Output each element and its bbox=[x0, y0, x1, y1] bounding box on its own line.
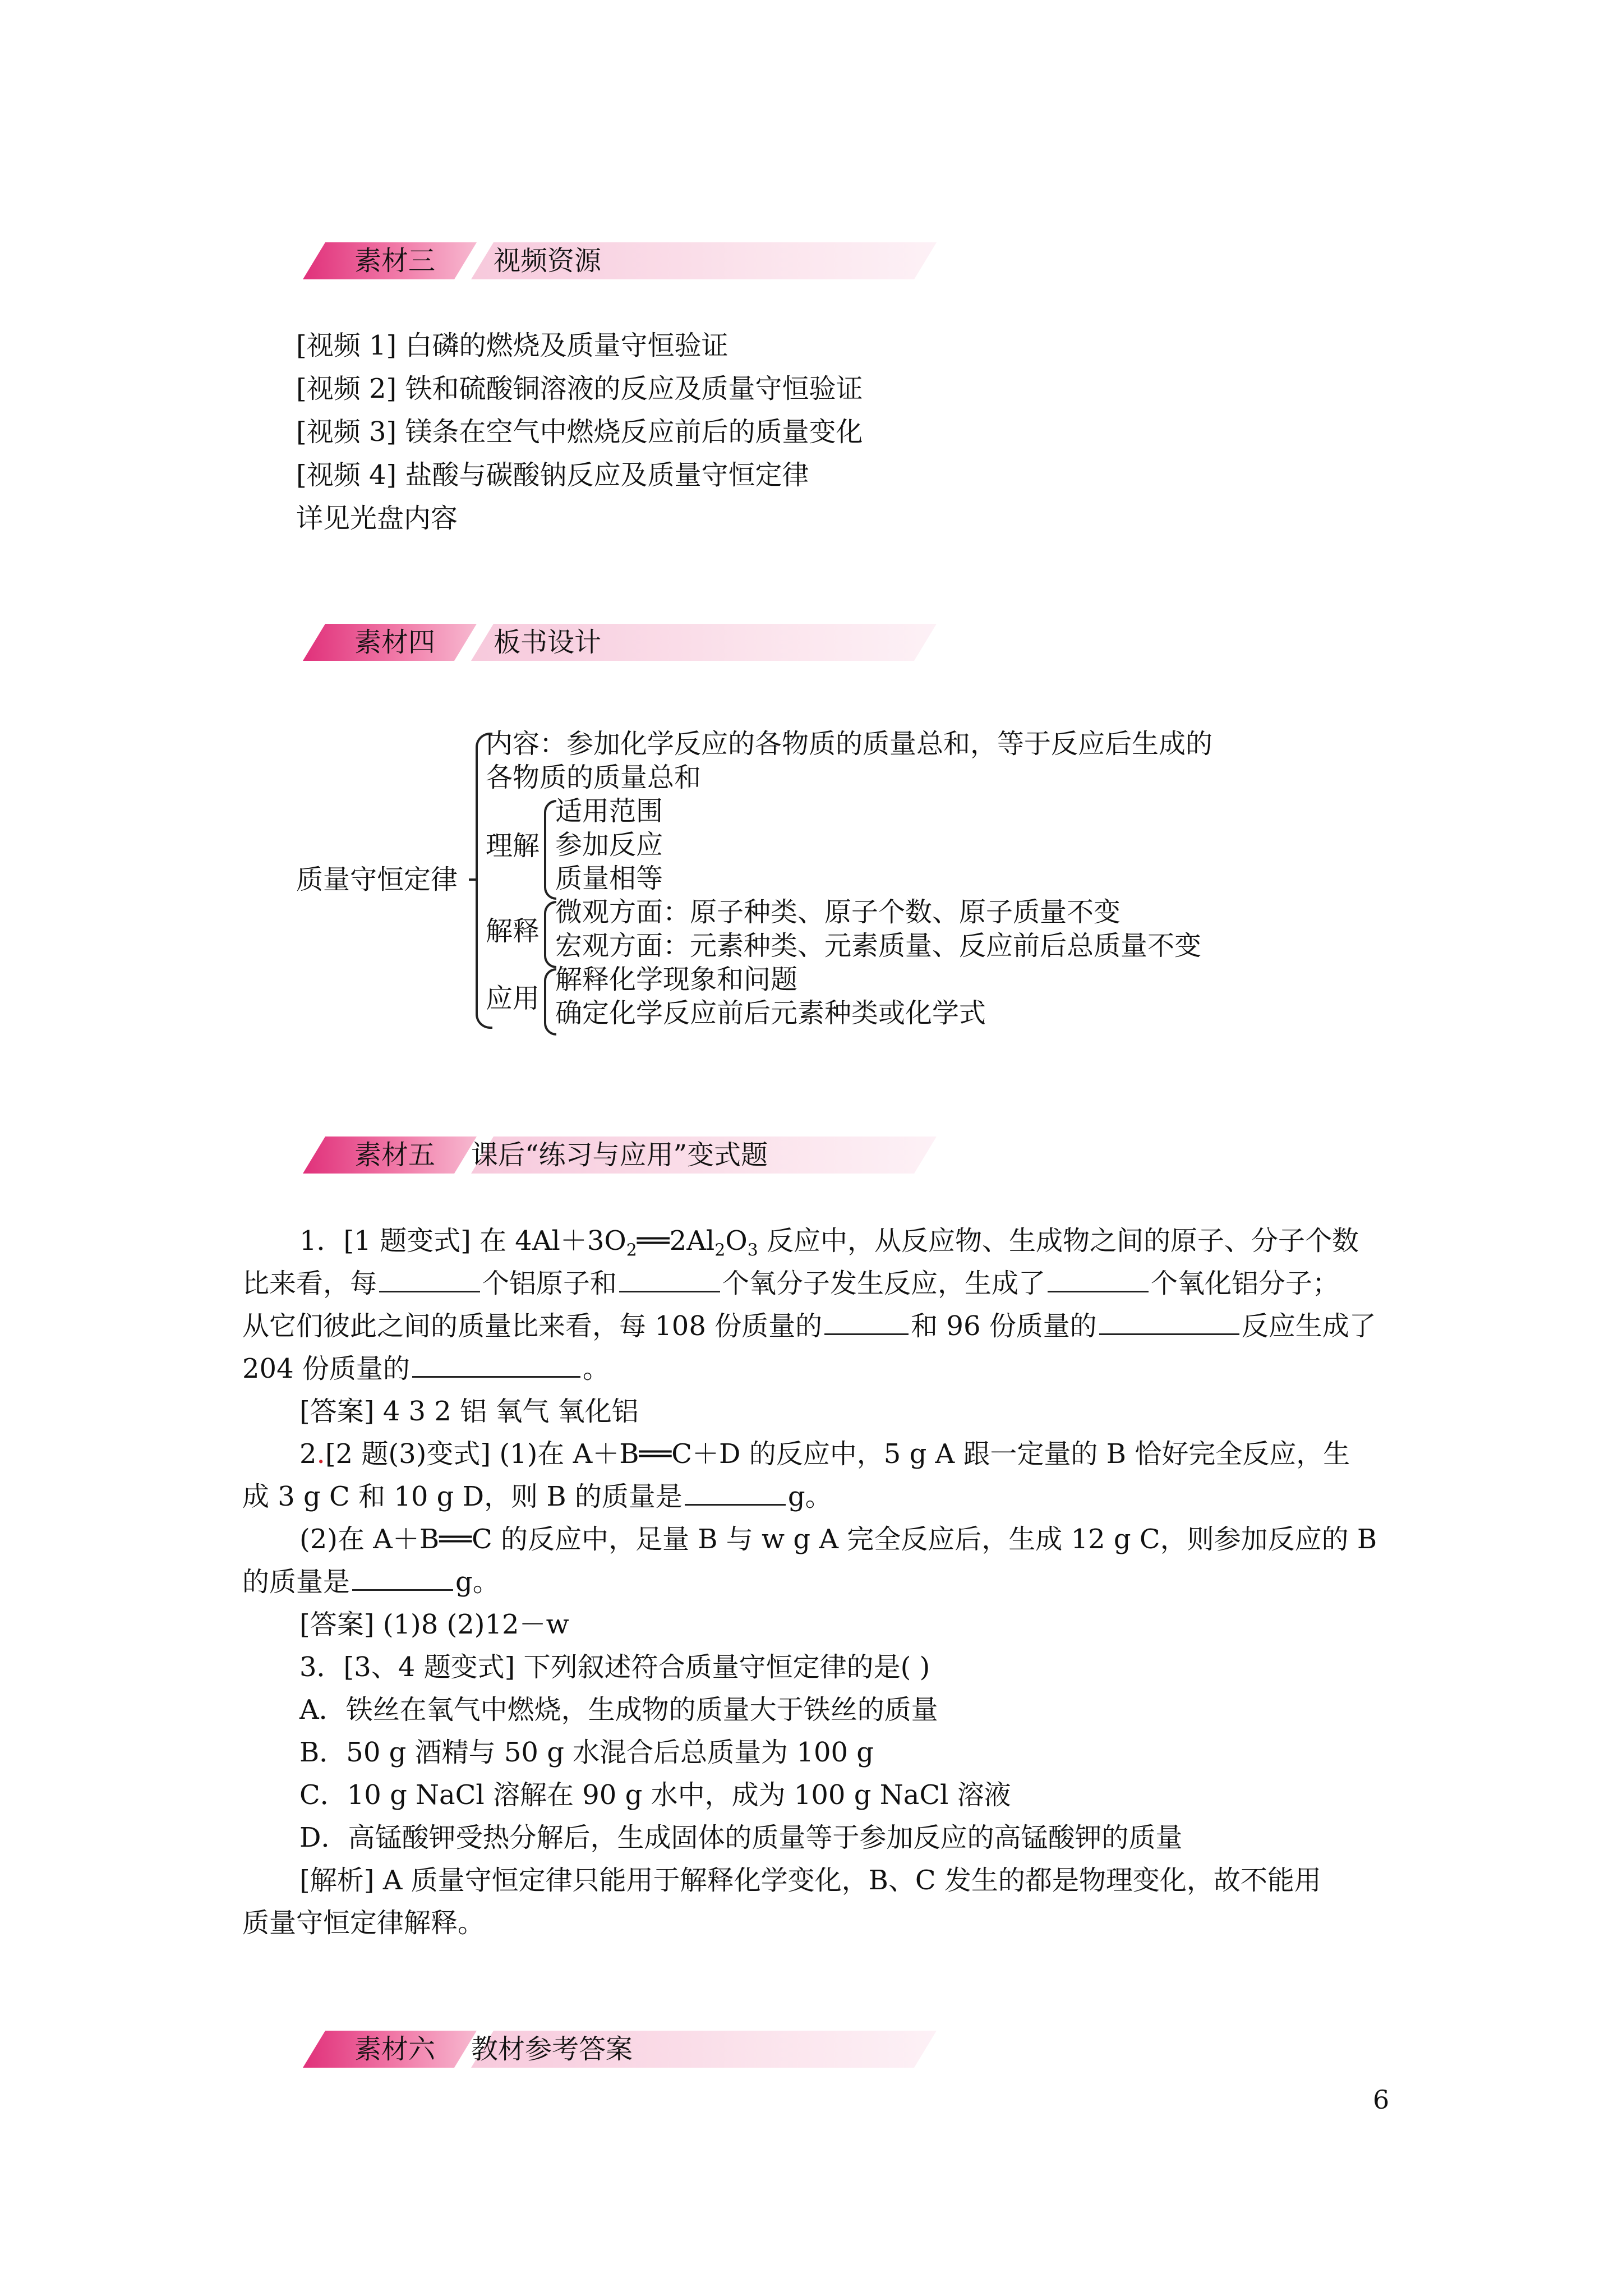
video-line-4: [视频 4] 盐酸与碳酸钠反应及质量守恒定律 bbox=[296, 459, 809, 491]
q1-sub-3: 3 bbox=[747, 1240, 758, 1260]
q1-answer: [答案] 4 3 2 铝 氧气 氧化铝 bbox=[299, 1396, 639, 1427]
q3-stem: 3．[3、4 题变式] 下列叙述符合质量守恒定律的是( ) bbox=[299, 1651, 930, 1683]
section4-tag: 素材四 bbox=[354, 627, 436, 658]
understand-item-3: 质量相等 bbox=[555, 863, 663, 894]
big-brace-notch bbox=[469, 878, 477, 881]
explain-label: 解释 bbox=[486, 915, 540, 947]
q1-blank-1[interactable] bbox=[379, 1268, 480, 1292]
section5-tag: 素材五 bbox=[354, 1139, 436, 1171]
content-line-2: 各物质的质量总和 bbox=[486, 762, 702, 793]
q2-blank-1[interactable] bbox=[685, 1481, 786, 1506]
q1-line-2-part-d: 个氧化铝分子； bbox=[1151, 1268, 1340, 1299]
understand-item-1: 适用范围 bbox=[555, 795, 663, 827]
q3-option-d: D．高锰酸钾受热分解后，生成固体的质量等于参加反应的高锰酸钾的质量 bbox=[299, 1822, 1183, 1853]
q1-blank-4[interactable] bbox=[824, 1311, 909, 1335]
apply-item-1: 解释化学现象和问题 bbox=[555, 964, 798, 995]
apply-label: 应用 bbox=[486, 983, 540, 1014]
q2-line-2-part-a: 成 3 g C 和 10 g D，则 B 的质量是 bbox=[242, 1481, 683, 1512]
q1-sub-2: 2 bbox=[714, 1240, 726, 1260]
page-number: 6 bbox=[1373, 2085, 1390, 2115]
q1-line-4-part-a: 204 份质量的 bbox=[242, 1353, 410, 1384]
q2-line-2-part-b: g。 bbox=[787, 1481, 832, 1512]
q1-line-1-part-c: ══2Al bbox=[637, 1225, 715, 1257]
q2-red-dot: . bbox=[316, 1438, 325, 1470]
q1-sub-1: 2 bbox=[626, 1240, 637, 1260]
video-line-5: 详见光盘内容 bbox=[296, 503, 458, 534]
q1-line-3 bbox=[242, 1309, 1376, 1343]
section3-video-list bbox=[296, 324, 863, 540]
q2-line-3: (2)在 A＋B══C 的反应中，足量 B 与 w g A 完全反应后，生成 12 g C，则参加反应的 B bbox=[299, 1524, 1377, 1555]
explain-brace bbox=[544, 901, 556, 968]
section5-title: 课后“练习与应用”变式题 bbox=[471, 1139, 768, 1171]
q2-number: 2 bbox=[299, 1438, 317, 1470]
q1-blank-5[interactable] bbox=[1099, 1311, 1239, 1335]
section6-tag: 素材六 bbox=[354, 2033, 436, 2065]
video-line-3: [视频 3] 镁条在空气中燃烧反应前后的质量变化 bbox=[296, 416, 863, 448]
q2-line-4 bbox=[242, 1565, 500, 1599]
section3-tag: 素材三 bbox=[354, 245, 436, 277]
q1-line-2-part-b: 个铝原子和 bbox=[482, 1268, 617, 1299]
section3-title: 视频资源 bbox=[494, 245, 602, 277]
video-line-1: [视频 1] 白磷的燃烧及质量守恒验证 bbox=[296, 330, 728, 361]
content-line-1: 内容：参加化学反应的各物质的质量总和，等于反应后生成的 bbox=[486, 728, 1213, 760]
q1-line-3-part-b: 和 96 份质量的 bbox=[911, 1310, 1097, 1342]
q3-option-c: C．10 g NaCl 溶解在 90 g 水中，成为 100 g NaCl 溶液 bbox=[299, 1779, 1011, 1811]
understand-label: 理解 bbox=[486, 830, 540, 862]
q1-blank-3[interactable] bbox=[1048, 1268, 1149, 1292]
explain-item-2: 宏观方面：元素种类、元素质量、反应前后总质量不变 bbox=[555, 930, 1202, 961]
apply-brace bbox=[544, 968, 556, 1036]
section4-title: 板书设计 bbox=[494, 627, 602, 658]
q1-line-4-part-b: 。 bbox=[582, 1353, 610, 1384]
understand-item-2: 参加反应 bbox=[555, 829, 663, 861]
q1-line-3-part-a: 从它们彼此之间的质量比来看，每 108 份质量的 bbox=[242, 1310, 823, 1342]
q1-line-1-part-g: 反应中，从反应物、生成物之间的原子、分子个数 bbox=[758, 1225, 1359, 1257]
q2-answer: [答案] (1)8 (2)12－w bbox=[299, 1609, 569, 1640]
q1-line-1-part-a: 1．[1 题变式] 在 4Al＋3O bbox=[299, 1225, 626, 1257]
q1-line-3-part-c: 反应生成了 bbox=[1241, 1310, 1376, 1342]
q2-line-1 bbox=[299, 1437, 1350, 1471]
q3-analysis-line-1: [解析] A 质量守恒定律只能用于解释化学变化，B、C 发生的都是物理变化，故不能用 bbox=[299, 1865, 1321, 1896]
q1-line-2-part-c: 个氧分子发生反应，生成了 bbox=[722, 1268, 1046, 1299]
diagram-root: 质量守恒定律 bbox=[296, 864, 458, 895]
q2-blank-2[interactable] bbox=[352, 1567, 453, 1591]
q1-line-2-part-a: 比来看，每 bbox=[242, 1268, 377, 1299]
q1-line-2 bbox=[242, 1267, 1339, 1300]
q2-line-4-part-a: 的质量是 bbox=[242, 1566, 351, 1598]
q3-analysis-line-2: 质量守恒定律解释。 bbox=[242, 1907, 485, 1939]
q2-line-4-part-b: g。 bbox=[455, 1566, 500, 1598]
q1-line-4 bbox=[242, 1352, 610, 1386]
explain-item-1: 微观方面：原子种类、原子个数、原子质量不变 bbox=[555, 896, 1121, 928]
q1-line-1-part-e: O bbox=[725, 1225, 748, 1257]
q1-line-1 bbox=[299, 1224, 1359, 1268]
q3-option-a: A．铁丝在氧气中燃烧，生成物的质量大于铁丝的质量 bbox=[299, 1694, 938, 1726]
apply-item-2: 确定化学反应前后元素种类或化学式 bbox=[555, 997, 986, 1029]
q1-blank-6[interactable] bbox=[412, 1354, 580, 1378]
q3-option-b: B．50 g 酒精与 50 g 水混合后总质量为 100 g bbox=[299, 1737, 874, 1768]
q2-line-1-text: [2 题(3)变式] (1)在 A＋B══C＋D 的反应中，5 g A 跟一定量的 B 恰好完全反应，生 bbox=[325, 1438, 1350, 1470]
video-line-2: [视频 2] 铁和硫酸铜溶液的反应及质量守恒验证 bbox=[296, 373, 863, 404]
section6-title: 教材参考答案 bbox=[471, 2033, 633, 2065]
q1-blank-2[interactable] bbox=[619, 1268, 720, 1292]
understand-brace bbox=[544, 800, 556, 900]
q2-line-2 bbox=[242, 1480, 832, 1513]
